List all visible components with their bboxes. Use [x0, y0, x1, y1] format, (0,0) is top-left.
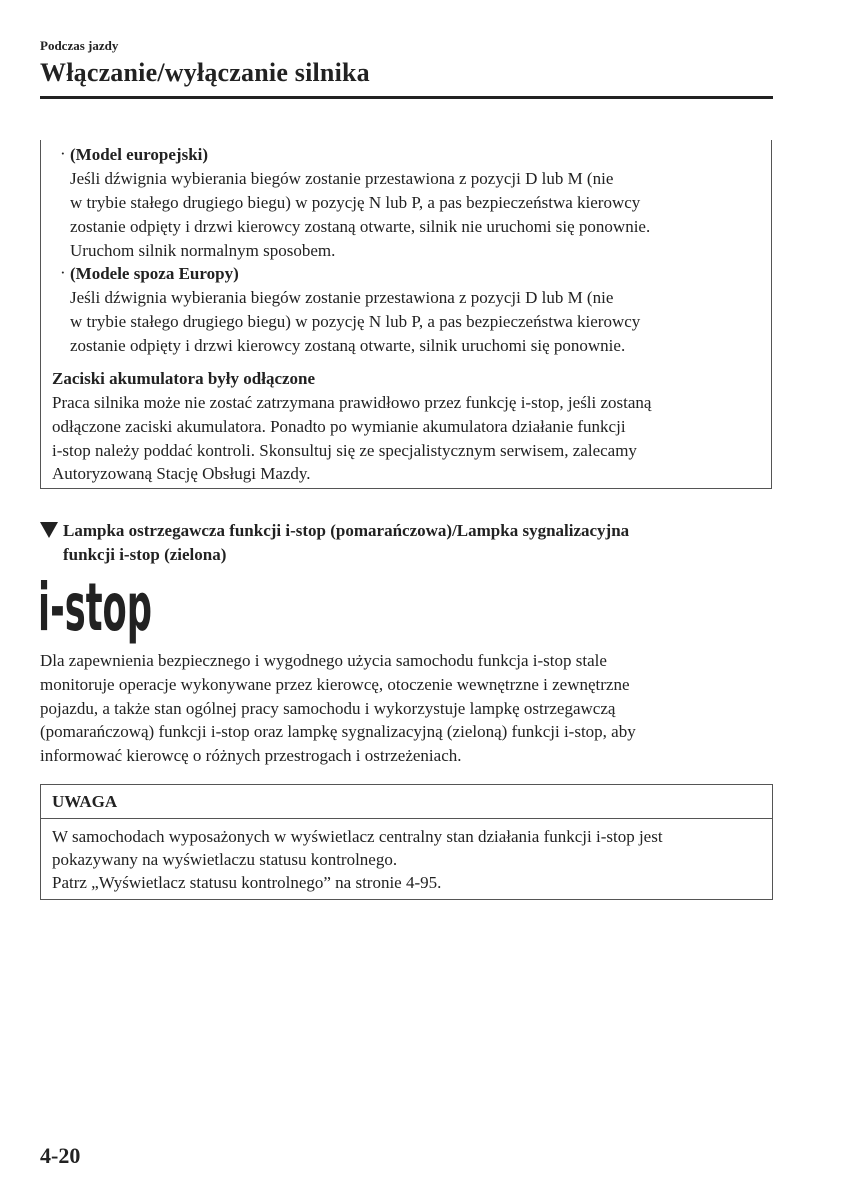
bullet-dot: ·	[60, 263, 66, 282]
note-divider	[41, 818, 772, 819]
note-line: Patrz „Wyświetlacz statusu kontrolnego” na stronie 4-95.	[52, 873, 442, 892]
body-line: (pomarańczową) funkcji i-stop oraz lampkę sygnalizacyjną (zieloną) funkcji i-stop, aby	[40, 722, 636, 741]
page-title: Włączanie/wyłączanie silnika	[40, 58, 370, 87]
bullet2-line: Jeśli dźwignia wybierania biegów zostanie przestawiona z pozycji D lub M (nie	[70, 288, 614, 307]
i-stop-logo-text: i-stop	[38, 569, 152, 646]
title-rule	[40, 96, 773, 99]
section-heading-line: Lampka ostrzegawcza funkcji i-stop (pomarańczowa)/Lampka sygnalizacyjna	[63, 521, 630, 540]
section-heading-line: funkcji i-stop (zielona)	[63, 545, 227, 564]
page-number: 4-20	[40, 1143, 81, 1168]
bullet2-title: (Modele spoza Europy)	[70, 264, 239, 283]
bullet1-line: w trybie stałego drugiego biegu) w pozycję N lub P, a pas bezpieczeństwa kierowcy	[70, 193, 641, 212]
note-box	[40, 784, 773, 900]
body-line: pojazdu, a także stan ogólnej pracy samochodu i wykorzystuje lampkę ostrzegawczą	[40, 699, 616, 718]
bullet2-line: w trybie stałego drugiego biegu) w pozycję N lub P, a pas bezpieczeństwa kierowcy	[70, 312, 641, 331]
body-line: monitoruje operacje wykonywane przez kierowcę, otoczenie wewnętrzne i zewnętrzne	[40, 675, 630, 694]
bullet1-line: Jeśli dźwignia wybierania biegów zostanie przestawiona z pozycji D lub M (nie	[70, 169, 614, 188]
battery-paragraph-line: Praca silnika może nie zostać zatrzymana prawidłowo przez funkcję i-stop, jeśli zostaną	[52, 393, 652, 412]
battery-paragraph-line: Autoryzowaną Stację Obsługi Mazdy.	[52, 464, 311, 483]
bullet2-line: zostanie odpięty i drzwi kierowcy zostaną otwarte, silnik uruchomi się ponownie.	[70, 336, 626, 355]
section-triangle-icon	[40, 522, 58, 538]
body-line: informować kierowcę o różnych przestrogach i ostrzeżeniach.	[40, 746, 462, 765]
section-label: Podczas jazdy	[40, 38, 119, 53]
note-line: pokazywany na wyświetlaczu statusu kontrolnego.	[52, 850, 398, 869]
note-line: W samochodach wyposażonych w wyświetlacz centralny stan działania funkcji i-stop jest	[52, 827, 663, 846]
note-title: UWAGA	[52, 792, 118, 811]
battery-paragraph-line: i-stop należy poddać kontroli. Skonsultuj się ze specjalistycznym serwisem, zalecamy	[52, 441, 637, 460]
bullet1-line: zostanie odpięty i drzwi kierowcy zostaną otwarte, silnik nie uruchomi się ponownie.	[70, 217, 651, 236]
body-line: Dla zapewnienia bezpiecznego i wygodnego użycia samochodu funkcja i-stop stale	[40, 651, 607, 670]
bullet1-title: (Model europejski)	[70, 145, 209, 164]
battery-subheading: Zaciski akumulatora były odłączone	[52, 369, 316, 388]
battery-paragraph-line: odłączone zaciski akumulatora. Ponadto po wymianie akumulatora działanie funkcji	[52, 417, 626, 436]
i-stop-logo	[38, 569, 158, 646]
bullet-dot: ·	[60, 144, 66, 163]
bullet1-line: Uruchom silnik normalnym sposobem.	[70, 241, 336, 260]
continued-info-box	[40, 140, 772, 489]
